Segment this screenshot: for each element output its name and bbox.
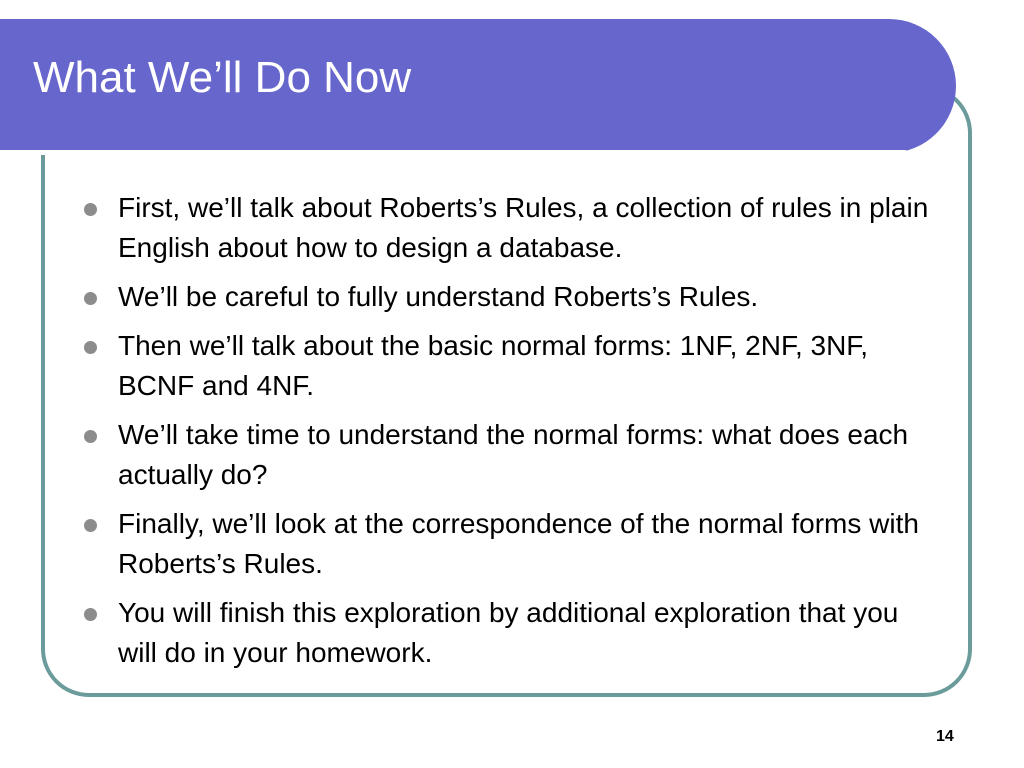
bullet-item [84, 504, 934, 584]
bullet-item [84, 277, 934, 317]
bullet-item [84, 593, 934, 673]
slide-title: What We’ll Do Now [33, 53, 412, 102]
bullet-dot-icon [84, 608, 97, 621]
bullet-dot-icon [84, 519, 97, 532]
bullet-text: First, we’ll talk about Roberts’s Rules, a collection of rules in plain English about how to design a database. [118, 192, 929, 263]
bullet-list [84, 188, 934, 682]
bullet-text: Finally, we’ll look at the correspondence of the normal forms with Roberts’s Rules. [118, 508, 919, 579]
bullet-dot-icon [84, 341, 97, 354]
bullet-item [84, 415, 934, 495]
title-underline [0, 150, 906, 155]
bullet-text: You will finish this exploration by additional exploration that you will do in your homework. [118, 597, 899, 668]
bullet-text: We’ll be careful to fully understand Roberts’s Rules. [118, 281, 759, 312]
bullet-dot-icon [84, 203, 97, 216]
bullet-text: Then we’ll talk about the basic normal forms: 1NF, 2NF, 3NF, BCNF and 4NF. [118, 330, 869, 401]
bullet-item [84, 188, 934, 268]
bullet-text: We’ll take time to understand the normal forms: what does each actually do? [118, 419, 909, 490]
bullet-item [84, 326, 934, 406]
bullet-dot-icon [84, 292, 97, 305]
bullet-dot-icon [84, 430, 97, 443]
page-number: 14 [936, 728, 954, 745]
